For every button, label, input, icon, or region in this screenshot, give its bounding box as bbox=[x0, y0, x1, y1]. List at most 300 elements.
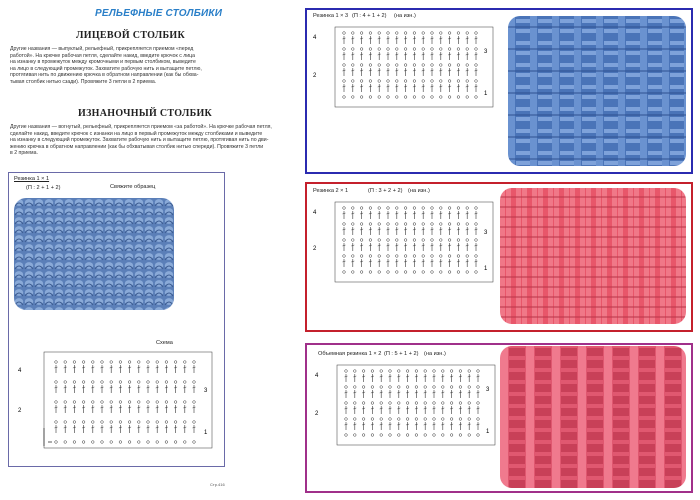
sample-formula-2x1: (П : 3 + 2 + 2) bbox=[368, 188, 403, 194]
stitch-chain-mark bbox=[396, 239, 399, 242]
stitch-chain-mark bbox=[396, 207, 399, 210]
stitch-chain-mark bbox=[466, 32, 469, 35]
stitch-chain-mark bbox=[156, 421, 159, 424]
row-number: 2 bbox=[315, 411, 319, 417]
stitch-chain-mark bbox=[378, 48, 381, 51]
stitch-chain-mark bbox=[82, 441, 85, 444]
stitch-chain-mark bbox=[345, 434, 348, 437]
stitch-chain-mark bbox=[466, 96, 469, 99]
stitch-chain-mark bbox=[459, 434, 462, 437]
stitch-chain-mark bbox=[119, 381, 122, 384]
stitch-chain-mark bbox=[343, 80, 346, 83]
stitch-chain-mark bbox=[404, 48, 407, 51]
stitch-chain-mark bbox=[468, 434, 471, 437]
stitch-chain-mark bbox=[101, 401, 104, 404]
stitch-chain-mark bbox=[442, 434, 445, 437]
stitch-chain-mark bbox=[475, 223, 478, 226]
stitch-chain-mark bbox=[431, 223, 434, 226]
stitch-chain-mark bbox=[457, 48, 460, 51]
stitch-chain-mark bbox=[424, 418, 427, 421]
knit-swatch-blue-1x1 bbox=[14, 198, 174, 310]
row-number: 2 bbox=[313, 73, 317, 79]
stitch-chain-mark bbox=[138, 421, 141, 424]
stitch-chain-mark bbox=[147, 441, 150, 444]
stitch-chain-mark bbox=[147, 421, 150, 424]
stitch-chain-mark bbox=[457, 96, 460, 99]
stitch-chain-mark bbox=[92, 441, 95, 444]
stitch-chain-mark bbox=[422, 207, 425, 210]
stitch-chain-mark bbox=[475, 64, 478, 67]
stitch-chain-mark bbox=[184, 381, 187, 384]
stitch-chain-mark bbox=[413, 48, 416, 51]
stitch-chain-mark bbox=[174, 441, 177, 444]
stitch-chain-mark bbox=[360, 96, 363, 99]
stitch-chain-mark bbox=[193, 421, 196, 424]
stitch-chain-mark bbox=[55, 361, 58, 364]
stitch-chain-mark bbox=[165, 441, 168, 444]
stitch-chain-mark bbox=[422, 64, 425, 67]
stitch-chain-mark bbox=[422, 96, 425, 99]
stitch-chain-mark bbox=[431, 64, 434, 67]
stitch-chain-mark bbox=[193, 381, 196, 384]
stitch-chain-mark bbox=[475, 48, 478, 51]
stitch-chain-mark bbox=[448, 96, 451, 99]
stitch-chain-mark bbox=[378, 223, 381, 226]
stitch-chain-mark bbox=[457, 255, 460, 258]
stitch-chain-mark bbox=[398, 434, 401, 437]
stitch-chain-mark bbox=[440, 223, 443, 226]
row-number: 2 bbox=[313, 246, 317, 252]
stitch-chain-mark bbox=[431, 48, 434, 51]
stitch-chain-mark bbox=[184, 361, 187, 364]
stitch-chain-mark bbox=[477, 434, 480, 437]
stitch-chain-mark bbox=[362, 370, 365, 373]
stitch-chain-mark bbox=[396, 223, 399, 226]
stitch-chain-mark bbox=[442, 370, 445, 373]
stitch-chain-mark bbox=[389, 434, 392, 437]
stitch-chain-mark bbox=[369, 96, 372, 99]
stitch-chain-mark bbox=[138, 441, 141, 444]
stitch-chain-mark bbox=[360, 207, 363, 210]
text-line: работой». На крючке рабочая петля, сделайте накид, введите крючок с лица bbox=[10, 52, 196, 59]
row-number: 4 bbox=[313, 210, 317, 216]
stitch-chain-mark bbox=[92, 401, 95, 404]
knit-swatch-pink-volume bbox=[500, 346, 686, 488]
stitch-chain-mark bbox=[354, 370, 357, 373]
scheme-diagram-2x1 bbox=[310, 200, 495, 285]
stitch-chain-mark bbox=[380, 386, 383, 389]
stitch-chain-mark bbox=[343, 64, 346, 67]
stitch-chain-mark bbox=[477, 386, 480, 389]
stitch-chain-mark bbox=[354, 386, 357, 389]
stitch-chain-mark bbox=[396, 255, 399, 258]
stitch-chain-mark bbox=[442, 418, 445, 421]
stitch-chain-mark bbox=[147, 361, 150, 364]
row-number: 3 bbox=[486, 387, 490, 393]
stitch-chain-mark bbox=[360, 255, 363, 258]
text-back-post bbox=[10, 124, 280, 157]
row-number: 4 bbox=[315, 373, 319, 379]
stitch-chain-mark bbox=[343, 48, 346, 51]
stitch-chain-mark bbox=[82, 401, 85, 404]
stitch-chain-mark bbox=[440, 48, 443, 51]
stitch-chain-mark bbox=[343, 223, 346, 226]
stitch-chain-mark bbox=[448, 207, 451, 210]
stitch-chain-mark bbox=[64, 421, 67, 424]
stitch-chain-mark bbox=[433, 386, 436, 389]
stitch-chain-mark bbox=[475, 80, 478, 83]
stitch-chain-mark bbox=[433, 370, 436, 373]
stitch-chain-mark bbox=[110, 421, 113, 424]
text-line: на изнанку в следующий промежуток. Захватите рабочую нить и вытащите петлю, протягивая нить по дви- bbox=[10, 137, 269, 144]
stitch-chain-mark bbox=[440, 32, 443, 35]
stitch-chain-mark bbox=[92, 381, 95, 384]
stitch-chain-mark bbox=[371, 402, 374, 405]
stitch-chain-mark bbox=[404, 80, 407, 83]
stitch-chain-mark bbox=[119, 361, 122, 364]
stitch-chain-mark bbox=[466, 271, 469, 274]
stitch-chain-mark bbox=[387, 32, 390, 35]
stitch-chain-mark bbox=[433, 418, 436, 421]
stitch-chain-mark bbox=[424, 386, 427, 389]
stitch-chain-mark bbox=[369, 48, 372, 51]
page-number: Стр.416 bbox=[210, 482, 225, 487]
stitch-chain-mark bbox=[371, 418, 374, 421]
row-number: 1 bbox=[486, 429, 490, 435]
stitch-chain-mark bbox=[431, 80, 434, 83]
stitch-chain-mark bbox=[119, 421, 122, 424]
stitch-chain-mark bbox=[457, 271, 460, 274]
stitch-chain-mark bbox=[468, 402, 471, 405]
stitch-chain-mark bbox=[184, 441, 187, 444]
stitch-chain-mark bbox=[477, 418, 480, 421]
text-line: Другие названия — вогнутый, рельефный, прикрепляется приемом «за работой». На крючке рабочая петля, bbox=[10, 124, 272, 130]
stitch-chain-mark bbox=[369, 239, 372, 242]
stitch-chain-mark bbox=[354, 402, 357, 405]
sample-title-2x1: Резинка 2 × 1 bbox=[313, 188, 349, 194]
stitch-chain-mark bbox=[457, 32, 460, 35]
stitch-chain-mark bbox=[101, 381, 104, 384]
stitch-chain-mark bbox=[448, 271, 451, 274]
stitch-chain-mark bbox=[174, 401, 177, 404]
stitch-chain-mark bbox=[475, 239, 478, 242]
text-line: протягивая нить по движению крючка в обратном направлении (как бы обхва- bbox=[10, 72, 199, 79]
stitch-chain-mark bbox=[128, 361, 131, 364]
knit-swatch-blue-1x3 bbox=[508, 16, 686, 166]
sample-title-1x1: Резинка 1 × 1 bbox=[14, 176, 50, 182]
stitch-chain-mark bbox=[415, 386, 418, 389]
stitch-chain-mark bbox=[431, 207, 434, 210]
stitch-chain-mark bbox=[459, 418, 462, 421]
stitch-chain-mark bbox=[387, 223, 390, 226]
stitch-chain-mark bbox=[406, 402, 409, 405]
stitch-chain-mark bbox=[378, 271, 381, 274]
stitch-chain-mark bbox=[378, 207, 381, 210]
stitch-chain-mark bbox=[369, 271, 372, 274]
stitch-chain-mark bbox=[413, 271, 416, 274]
stitch-chain-mark bbox=[360, 64, 363, 67]
stitch-chain-mark bbox=[360, 223, 363, 226]
stitch-chain-mark bbox=[352, 64, 355, 67]
stitch-chain-mark bbox=[415, 370, 418, 373]
stitch-chain-mark bbox=[101, 421, 104, 424]
stitch-chain-mark bbox=[138, 381, 141, 384]
stitch-chain-mark bbox=[343, 271, 346, 274]
row-number: 4 bbox=[313, 35, 317, 41]
stitch-chain-mark bbox=[138, 361, 141, 364]
stitch-chain-mark bbox=[128, 381, 131, 384]
sample-title-1x3: Резинка 1 × 3 bbox=[313, 13, 349, 19]
stitch-chain-mark bbox=[380, 402, 383, 405]
stitch-chain-mark bbox=[343, 239, 346, 242]
stitch-chain-mark bbox=[422, 223, 425, 226]
stitch-chain-mark bbox=[415, 418, 418, 421]
knit-texture bbox=[500, 188, 686, 324]
text-line: на лицо в следующий промежуток. Захватите рабочую нить и вытащите петлю, bbox=[10, 65, 202, 72]
stitch-chain-mark bbox=[378, 255, 381, 258]
stitch-chain-mark bbox=[440, 64, 443, 67]
stitch-chain-mark bbox=[73, 381, 76, 384]
stitch-chain-mark bbox=[128, 401, 131, 404]
stitch-chain-mark bbox=[193, 361, 196, 364]
stitch-chain-mark bbox=[450, 418, 453, 421]
stitch-chain-mark bbox=[424, 370, 427, 373]
stitch-chain-mark bbox=[360, 271, 363, 274]
stitch-chain-mark bbox=[457, 80, 460, 83]
stitch-chain-mark bbox=[55, 441, 58, 444]
stitch-chain-mark bbox=[466, 207, 469, 210]
heading-front-post: ЛИЦЕВОЙ СТОЛБИК bbox=[76, 30, 186, 41]
stitch-chain-mark bbox=[387, 255, 390, 258]
stitch-chain-mark bbox=[369, 80, 372, 83]
stitch-chain-mark bbox=[440, 271, 443, 274]
stitch-chain-mark bbox=[352, 96, 355, 99]
stitch-chain-mark bbox=[448, 223, 451, 226]
stitch-chain-mark bbox=[466, 80, 469, 83]
stitch-chain-mark bbox=[440, 207, 443, 210]
stitch-chain-mark bbox=[422, 255, 425, 258]
stitch-chain-mark bbox=[422, 239, 425, 242]
stitch-chain-mark bbox=[396, 48, 399, 51]
stitch-chain-mark bbox=[156, 441, 159, 444]
stitch-chain-mark bbox=[360, 80, 363, 83]
stitch-chain-mark bbox=[475, 255, 478, 258]
sample-title-volume: Объемная резинка 1 × 2 bbox=[318, 351, 382, 357]
stitch-chain-mark bbox=[389, 370, 392, 373]
stitch-chain-mark bbox=[387, 48, 390, 51]
stitch-chain-mark bbox=[450, 434, 453, 437]
sample-side-volume: (на изн.) bbox=[424, 351, 446, 357]
stitch-chain-mark bbox=[413, 80, 416, 83]
stitch-chain-mark bbox=[404, 32, 407, 35]
stitch-chain-mark bbox=[457, 239, 460, 242]
knit-texture bbox=[14, 198, 174, 310]
row-number: 1 bbox=[204, 430, 208, 436]
stitch-chain-mark bbox=[193, 401, 196, 404]
stitch-chain-mark bbox=[371, 434, 374, 437]
stitch-chain-mark bbox=[404, 64, 407, 67]
stitch-chain-mark bbox=[422, 48, 425, 51]
stitch-chain-mark bbox=[128, 441, 131, 444]
stitch-chain-mark bbox=[413, 96, 416, 99]
row-number: 1 bbox=[484, 266, 488, 272]
stitch-chain-mark bbox=[398, 402, 401, 405]
stitch-chain-mark bbox=[448, 80, 451, 83]
row-number: 4 bbox=[18, 368, 22, 374]
stitch-chain-mark bbox=[448, 48, 451, 51]
stitch-chain-mark bbox=[413, 255, 416, 258]
stitch-chain-mark bbox=[371, 386, 374, 389]
stitch-chain-mark bbox=[431, 255, 434, 258]
stitch-chain-mark bbox=[387, 96, 390, 99]
stitch-chain-mark bbox=[477, 370, 480, 373]
stitch-chain-mark bbox=[369, 64, 372, 67]
stitch-chain-mark bbox=[431, 271, 434, 274]
stitch-chain-mark bbox=[413, 207, 416, 210]
stitch-chain-mark bbox=[440, 80, 443, 83]
stitch-chain-mark bbox=[156, 401, 159, 404]
stitch-chain-mark bbox=[387, 64, 390, 67]
stitch-chain-mark bbox=[431, 32, 434, 35]
stitch-chain-mark bbox=[369, 255, 372, 258]
stitch-chain-mark bbox=[404, 239, 407, 242]
stitch-chain-mark bbox=[354, 434, 357, 437]
stitch-chain-mark bbox=[396, 96, 399, 99]
stitch-chain-mark bbox=[396, 32, 399, 35]
stitch-chain-mark bbox=[369, 207, 372, 210]
stitch-chain-mark bbox=[174, 361, 177, 364]
stitch-chain-mark bbox=[413, 32, 416, 35]
stitch-chain-mark bbox=[64, 381, 67, 384]
stitch-chain-mark bbox=[424, 402, 427, 405]
stitch-chain-mark bbox=[360, 48, 363, 51]
text-line: жению крючка в обратном направлении (как бы обхватывая столбик нитью спереди). Провяжите 3 петли bbox=[10, 143, 264, 150]
heading-back-post: ИЗНАНОЧНЫЙ СТОЛБИК bbox=[78, 108, 213, 119]
text-line: сделайте накид, введите крючок с изнанки на лицо в первый промежуток между столбиками и выведите bbox=[10, 130, 263, 137]
knit-swatch-pink-2x1 bbox=[500, 188, 686, 324]
stitch-chain-mark bbox=[404, 271, 407, 274]
stitch-chain-mark bbox=[468, 418, 471, 421]
stitch-chain-mark bbox=[378, 64, 381, 67]
stitch-chain-mark bbox=[174, 421, 177, 424]
stitch-chain-mark bbox=[422, 80, 425, 83]
row-number: 2 bbox=[18, 408, 22, 414]
stitch-chain-mark bbox=[119, 441, 122, 444]
text-line: Другие названия — выпуклый, рельефный, прикрепляется приемом «перед bbox=[10, 46, 194, 52]
stitch-chain-mark bbox=[475, 271, 478, 274]
stitch-chain-mark bbox=[450, 402, 453, 405]
stitch-chain-mark bbox=[352, 239, 355, 242]
stitch-chain-mark bbox=[73, 401, 76, 404]
stitch-chain-mark bbox=[184, 401, 187, 404]
stitch-chain-mark bbox=[352, 271, 355, 274]
stitch-chain-mark bbox=[110, 381, 113, 384]
stitch-chain-mark bbox=[398, 418, 401, 421]
knit-texture bbox=[508, 16, 686, 166]
stitch-chain-mark bbox=[424, 434, 427, 437]
stitch-chain-mark bbox=[398, 370, 401, 373]
stitch-chain-mark bbox=[422, 32, 425, 35]
stitch-chain-mark bbox=[406, 434, 409, 437]
text-line: тывая столбик нитью сзади). Провяжите 3 петли в 2 приема. bbox=[10, 78, 157, 85]
stitch-chain-mark bbox=[450, 386, 453, 389]
stitch-chain-mark bbox=[389, 418, 392, 421]
stitch-chain-mark bbox=[466, 255, 469, 258]
stitch-chain-mark bbox=[396, 64, 399, 67]
stitch-chain-mark bbox=[165, 361, 168, 364]
stitch-chain-mark bbox=[82, 421, 85, 424]
stitch-chain-mark bbox=[448, 255, 451, 258]
stitch-chain-mark bbox=[184, 421, 187, 424]
stitch-chain-mark bbox=[343, 207, 346, 210]
scheme-diagram-volume bbox=[312, 363, 497, 448]
row-number: 3 bbox=[484, 230, 488, 236]
scheme-diagram-1x3 bbox=[310, 25, 495, 110]
stitch-chain-mark bbox=[466, 64, 469, 67]
stitch-chain-mark bbox=[352, 48, 355, 51]
stitch-chain-mark bbox=[352, 255, 355, 258]
stitch-chain-mark bbox=[55, 421, 58, 424]
stitch-chain-mark bbox=[404, 255, 407, 258]
sample-side-1x3: (на изн.) bbox=[394, 13, 416, 19]
stitch-chain-mark bbox=[128, 421, 131, 424]
stitch-chain-mark bbox=[73, 441, 76, 444]
stitch-chain-mark bbox=[389, 386, 392, 389]
stitch-chain-mark bbox=[360, 239, 363, 242]
stitch-chain-mark bbox=[442, 386, 445, 389]
stitch-chain-mark bbox=[55, 381, 58, 384]
stitch-chain-mark bbox=[362, 402, 365, 405]
stitch-chain-mark bbox=[404, 223, 407, 226]
stitch-chain-mark bbox=[415, 402, 418, 405]
stitch-chain-mark bbox=[448, 239, 451, 242]
stitch-chain-mark bbox=[387, 271, 390, 274]
stitch-chain-mark bbox=[477, 402, 480, 405]
stitch-chain-mark bbox=[404, 96, 407, 99]
scheme-diagram-1x1 bbox=[14, 350, 214, 450]
stitch-chain-mark bbox=[450, 370, 453, 373]
stitch-chain-mark bbox=[362, 418, 365, 421]
stitch-chain-mark bbox=[415, 434, 418, 437]
stitch-chain-mark bbox=[378, 32, 381, 35]
stitch-chain-mark bbox=[378, 80, 381, 83]
stitch-chain-mark bbox=[440, 239, 443, 242]
stitch-chain-mark bbox=[165, 381, 168, 384]
stitch-chain-mark bbox=[459, 402, 462, 405]
stitch-chain-mark bbox=[459, 370, 462, 373]
stitch-chain-mark bbox=[138, 401, 141, 404]
stitch-chain-mark bbox=[466, 48, 469, 51]
stitch-chain-mark bbox=[92, 361, 95, 364]
stitch-chain-mark bbox=[378, 96, 381, 99]
stitch-chain-mark bbox=[110, 401, 113, 404]
stitch-chain-mark bbox=[345, 386, 348, 389]
scheme-label: Схема bbox=[156, 340, 173, 346]
stitch-chain-mark bbox=[64, 401, 67, 404]
stitch-chain-mark bbox=[396, 80, 399, 83]
stitch-chain-mark bbox=[165, 401, 168, 404]
stitch-chain-mark bbox=[110, 441, 113, 444]
knit-texture bbox=[500, 346, 686, 488]
stitch-chain-mark bbox=[468, 370, 471, 373]
stitch-chain-mark bbox=[147, 401, 150, 404]
stitch-chain-mark bbox=[345, 370, 348, 373]
row-number: 1 bbox=[484, 91, 488, 97]
stitch-chain-mark bbox=[343, 96, 346, 99]
stitch-chain-mark bbox=[343, 32, 346, 35]
stitch-chain-mark bbox=[345, 418, 348, 421]
text-line: на изнанку в промежуток между кромочными и первым столбиком, выведите bbox=[10, 59, 196, 66]
